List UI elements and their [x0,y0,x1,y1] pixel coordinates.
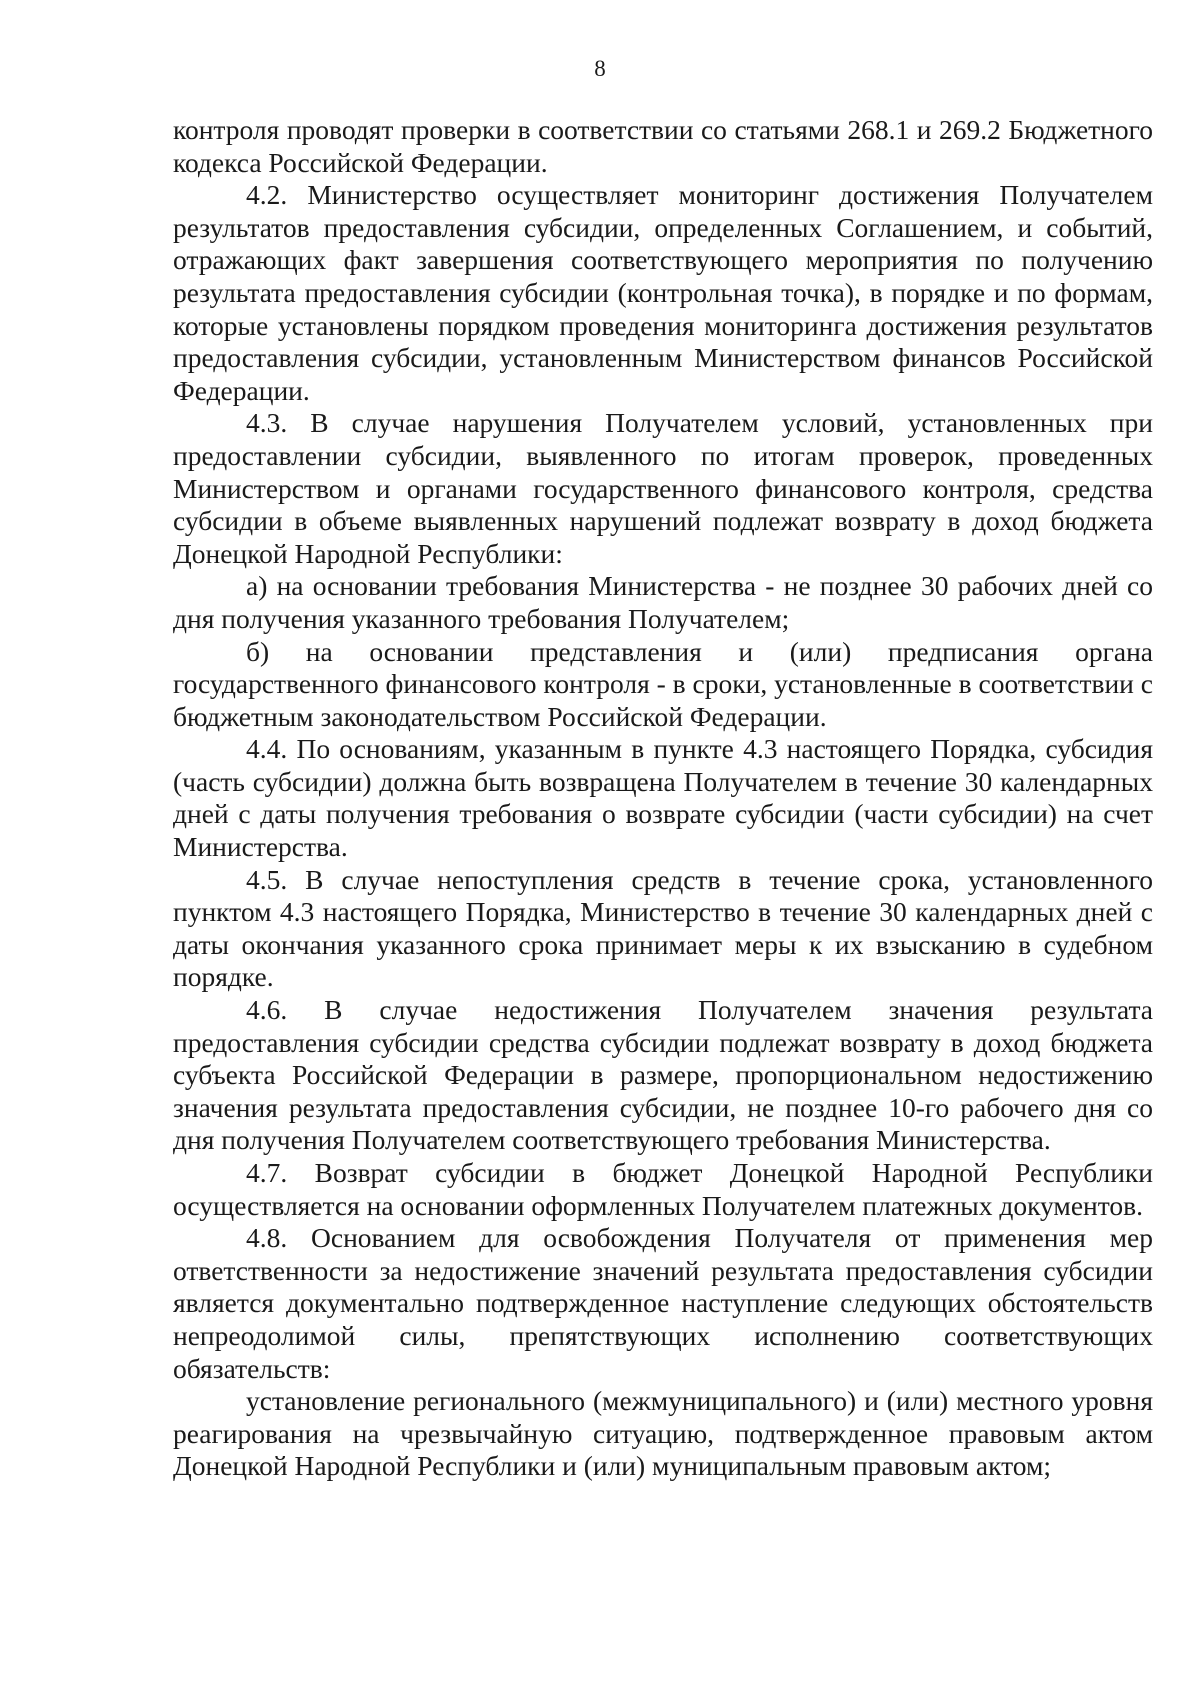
paragraph-4-8: 4.8. Основанием для освобождения Получателя от применения мер ответственности за недостижение значений результата предоставления субсидии является документально подтвержденное наступление следующих обстоятельств непреодолимой силы, препятствующих исполнению соответствующих обязательств: [173,1222,1153,1384]
paragraph-4-6: 4.6. В случае недостижения Получателем значения результата предоставления субсидии средства субсидии подлежат возврату в доход бюджета субъекта Российской Федерации в размере, пропорциональном недостижению значения результата предоставления субсидии, не позднее 10-го рабочего дня со дня получения Получателем соответствующего требования Министерства. [173,994,1153,1156]
paragraph-continuation: контроля проводят проверки в соответствии со статьями 268.1 и 269.2 Бюджетного кодекса Российской Федерации. [173,114,1153,178]
paragraph-4-2: 4.2. Министерство осуществляет мониторинг достижения Получателем результатов предоставления субсидии, определенных Соглашением, и событий, отражающих факт завершения соответствующего мероприятия по получению результата предоставления субсидии (контрольная точка), в порядке и по формам, которые установлены порядком проведения мониторинга достижения результатов предоставления субсидии, установленным Министерством финансов Российской Федерации. [173,179,1153,406]
paragraph-4-3-a: а) на основании требования Министерства - не позднее 30 рабочих дней со дня получения указанного требования Получателем; [173,570,1153,634]
page-number: 8 [594,56,606,81]
paragraph-4-3: 4.3. В случае нарушения Получателем условий, установленных при предоставлении субсидии, выявленного по итогам проверок, проведенных Министерством и органами государственного финансового контроля, средства субсидии в объеме выявленных нарушений подлежат возврату в доход бюджета Донецкой Народной Республики: [173,407,1153,569]
paragraph-4-3-b: б) на основании представления и (или) предписания органа государственного финансового контроля - в сроки, установленные в соответствии с бюджетным законодательством Российской Федерации. [173,635,1153,732]
document-body [173,114,1153,1483]
paragraph-4-5: 4.5. В случае непоступления средств в течение срока, установленного пунктом 4.3 настоящего Порядка, Министерство в течение 30 календарных дней с даты окончания указанного срока принимает меры к их взысканию в судебном порядке. [173,863,1153,993]
paragraph-4-7: 4.7. Возврат субсидии в бюджет Донецкой Народной Республики осуществляется на основании оформленных Получателем платежных документов. [173,1157,1153,1221]
paragraph-4-4: 4.4. По основаниям, указанным в пункте 4.3 настоящего Порядка, субсидия (часть субсидии) должна быть возвращена Получателем в течение 30 календарных дней с даты получения требования о возврате субсидии (части субсидии) на счет Министерства. [173,733,1153,863]
paragraph-4-8-item: установление регионального (межмуниципального) и (или) местного уровня реагирования на чрезвычайную ситуацию, подтвержденное правовым актом Донецкой Народной Республики и (или) муниципальным правовым актом; [173,1385,1153,1482]
